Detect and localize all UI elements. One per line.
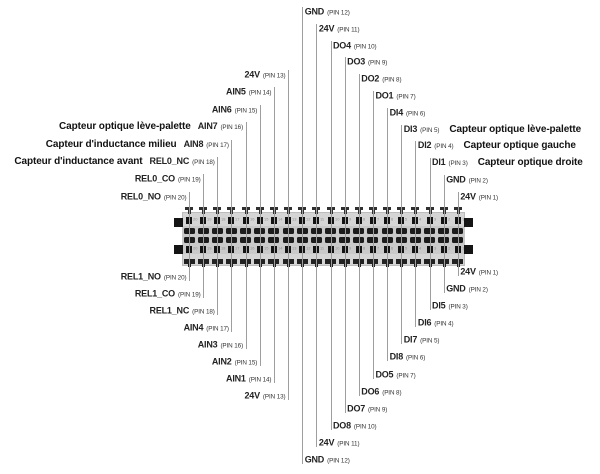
pin-number: 18	[221, 218, 226, 222]
pin-reference: (PIN 18)	[192, 308, 215, 316]
pin-number: 9	[348, 247, 351, 251]
signal-name: DI6	[417, 317, 432, 328]
signal-name: DO5	[375, 368, 394, 379]
signal-name: 24V	[318, 23, 335, 34]
pin-number: 5	[405, 247, 408, 251]
pin-number: 12	[306, 218, 311, 222]
bottom-label-pin-8	[361, 387, 401, 396]
leader-line-pin-14	[274, 87, 275, 383]
leader-line-pin-5	[401, 125, 402, 345]
pin-reference: (PIN 3)	[448, 303, 468, 311]
top-label-pin-18	[14, 157, 214, 167]
bottom-label-pin-17	[184, 323, 229, 332]
pin-number: 9	[348, 218, 351, 222]
pin-reference: (PIN 15)	[234, 359, 258, 367]
bottom-label-pin-12	[305, 455, 350, 464]
leader-line-pin-13	[288, 70, 289, 400]
leader-line-pin-4	[415, 141, 416, 327]
pin-reference: (PIN 1)	[478, 269, 499, 277]
signal-name: 24V	[318, 437, 335, 448]
leader-line-pin-10	[331, 41, 332, 430]
top-label-pin-4	[418, 141, 576, 151]
leader-line-pin-12	[302, 7, 303, 464]
pin-reference: (PIN 8)	[382, 388, 402, 396]
signal-name: 24V	[244, 390, 260, 401]
top-label-pin-19	[135, 175, 201, 184]
bottom-label-pin-11	[319, 438, 360, 447]
signal-name: REL1_CO	[134, 288, 175, 299]
pin-reference: (PIN 8)	[382, 76, 402, 84]
leader-line-pin-18	[217, 157, 218, 315]
leader-line-pin-20	[189, 192, 190, 281]
signal-name: AIN2	[211, 356, 232, 367]
pin-number: 14	[277, 247, 283, 251]
signal-name: AIN1	[226, 373, 246, 384]
pin-number: 8	[362, 218, 366, 222]
pin-number: 13	[292, 247, 297, 251]
signal-name: DI4	[389, 107, 403, 118]
pin-number: 5	[405, 218, 408, 222]
bottom-label-pin-7	[375, 370, 415, 379]
top-label-pin-5	[404, 125, 581, 135]
bottom-label-pin-2	[446, 284, 488, 293]
bottom-label-pin-1	[460, 267, 498, 276]
signal-name: AIN7	[197, 121, 218, 132]
leader-line-pin-7	[373, 91, 374, 379]
pin-reference: (PIN 19)	[177, 291, 201, 299]
signal-name: REL1_NO	[120, 271, 161, 282]
pin-reference: (PIN 12)	[327, 457, 350, 465]
connector-mount-tab	[461, 218, 473, 227]
top-label-pin-11	[319, 24, 360, 33]
pin-number: 4	[419, 218, 422, 222]
pin-reference: (PIN 2)	[468, 286, 488, 294]
pin-number: 17	[235, 247, 240, 251]
pin-number: 18	[221, 247, 226, 251]
pin-number: 19	[207, 218, 212, 222]
top-label-pin-20	[121, 192, 187, 201]
signal-name: DO1	[375, 90, 394, 101]
signal-name: DO4	[333, 39, 351, 50]
bottom-label-pin-19	[135, 289, 201, 298]
pin-number: 2	[447, 247, 450, 251]
pin-number: 20	[193, 218, 198, 222]
top-label-pin-9	[347, 58, 387, 67]
pin-reference: (PIN 20)	[163, 274, 187, 282]
pin-reference: (PIN 19)	[177, 176, 201, 184]
pin-reference: (PIN 4)	[434, 320, 454, 328]
bottom-label-pin-3	[432, 301, 468, 310]
sensor-annotation: Capteur optique droite	[477, 157, 583, 169]
top-label-pin-12	[305, 7, 350, 16]
signal-name: GND	[304, 6, 325, 17]
leader-line-pin-15	[260, 105, 261, 366]
pin-number: 13	[292, 218, 297, 222]
signal-name: DI8	[389, 351, 403, 362]
pin-number: 20	[193, 247, 198, 251]
signal-name: 24V	[244, 69, 260, 80]
connector-mount-tab	[174, 218, 183, 227]
terminal-block-connector	[174, 206, 473, 268]
pin-number: 3	[433, 218, 436, 222]
pin-reference: (PIN 5)	[420, 126, 440, 134]
pin-reference: (PIN 14)	[248, 376, 272, 384]
top-label-pin-17	[46, 140, 229, 150]
leader-line-pin-17	[231, 140, 232, 332]
pin-number: 1	[461, 218, 465, 222]
signal-name: DO6	[361, 385, 380, 396]
signal-name: GND	[304, 454, 325, 465]
signal-name: DO3	[347, 56, 366, 67]
bottom-label-pin-20	[121, 272, 187, 281]
bottom-label-pin-4	[418, 319, 454, 328]
pin-reference: (PIN 11)	[337, 26, 360, 34]
pin-number: 17	[235, 218, 240, 222]
pin-number: 4	[419, 247, 422, 251]
top-label-pin-3	[432, 158, 583, 168]
sensor-annotation: Capteur optique gauche	[463, 140, 576, 152]
pin-number: 8	[362, 247, 366, 251]
signal-name: DO2	[361, 73, 380, 84]
sensor-annotation: Capteur optique lève-palette	[59, 121, 191, 133]
bottom-label-pin-14	[226, 374, 271, 383]
pin-reference: (PIN 11)	[337, 440, 360, 448]
pin-reference: (PIN 16)	[220, 124, 244, 132]
top-label-pin-16	[59, 122, 243, 132]
leader-line-pin-3	[430, 158, 431, 310]
pin-reference: (PIN 15)	[234, 107, 258, 115]
pin-number: 14	[277, 218, 283, 222]
signal-name: AIN3	[197, 339, 218, 350]
bottom-label-pin-9	[347, 404, 387, 413]
sensor-annotation: Capteur d'inductance avant	[14, 156, 143, 167]
pin-reference: (PIN 14)	[248, 89, 272, 97]
pin-number: 2	[447, 218, 450, 222]
bottom-label-pin-16	[198, 340, 243, 349]
pin-reference: (PIN 17)	[206, 325, 229, 333]
signal-name: AIN5	[226, 86, 246, 97]
signal-name: DI5	[432, 300, 446, 311]
pin-reference: (PIN 1)	[478, 194, 499, 202]
leader-line-pin-2	[444, 175, 445, 293]
pin-number: 10	[334, 247, 339, 251]
signal-name: AIN8	[183, 138, 204, 149]
pin-reference: (PIN 7)	[396, 371, 416, 379]
pin-reference: (PIN 9)	[368, 59, 388, 67]
top-label-pin-7	[375, 91, 415, 100]
signal-name: REL0_NO	[120, 191, 161, 202]
pin-reference: (PIN 18)	[192, 159, 215, 166]
bottom-label-pin-10	[333, 421, 377, 430]
pin-number: 7	[376, 218, 380, 222]
leader-line-pin-8	[359, 74, 360, 395]
signal-name: GND	[446, 174, 466, 185]
pin-reference: (PIN 2)	[468, 177, 488, 185]
pin-number: 6	[391, 247, 394, 251]
leader-line-pin-9	[345, 57, 346, 412]
signal-name: DO8	[333, 420, 351, 431]
pin-number: 7	[376, 247, 380, 251]
bottom-label-pin-6	[390, 353, 426, 362]
pin-reference: (PIN 10)	[353, 42, 377, 50]
top-label-pin-13	[244, 70, 285, 79]
pin-number: 12	[306, 247, 311, 251]
bottom-label-pin-13	[244, 391, 285, 400]
signal-name: DI1	[432, 157, 446, 168]
pin-reference: (PIN 13)	[262, 393, 286, 401]
pin-reference: (PIN 12)	[327, 9, 350, 17]
pin-number: 11	[320, 218, 325, 222]
signal-name: GND	[446, 283, 466, 294]
pin-reference: (PIN 10)	[353, 423, 377, 431]
pin-reference: (PIN 17)	[206, 141, 229, 149]
pin-number: 15	[263, 247, 269, 251]
pin-number: 19	[207, 247, 212, 251]
signal-name: DI7	[403, 334, 418, 345]
leader-line-pin-6	[387, 108, 388, 362]
signal-name: 24V	[460, 266, 476, 277]
signal-name: DO7	[347, 403, 366, 414]
pin-number: 11	[320, 247, 325, 251]
bottom-label-pin-5	[404, 336, 440, 345]
pin-reference: (PIN 6)	[406, 110, 426, 118]
leader-line-pin-19	[203, 174, 204, 298]
top-label-pin-10	[333, 41, 377, 50]
pin-number: 1	[461, 247, 465, 251]
pin-number: 16	[249, 218, 255, 222]
pin-reference: (PIN 9)	[368, 406, 388, 414]
bottom-label-pin-18	[150, 306, 215, 315]
leader-line-pin-16	[246, 122, 247, 349]
sensor-annotation: Capteur d'inductance milieu	[45, 138, 177, 150]
top-label-pin-8	[361, 75, 401, 84]
connector-mount-tab	[461, 245, 473, 254]
signal-name: REL0_NC	[149, 156, 190, 166]
pin-reference: (PIN 20)	[163, 194, 187, 202]
pin-number: 10	[334, 218, 339, 222]
pin-reference: (PIN 3)	[448, 160, 468, 168]
signal-name: REL1_NC	[149, 305, 190, 316]
pin-reference: (PIN 7)	[396, 93, 416, 101]
top-label-pin-15	[212, 105, 257, 114]
pin-number: 16	[249, 247, 255, 251]
signal-name: DI3	[403, 123, 418, 134]
leader-line-pin-1	[458, 192, 459, 276]
top-label-pin-1	[460, 192, 498, 201]
pin-number: 6	[391, 218, 394, 222]
top-label-pin-14	[226, 88, 271, 97]
signal-name: 24V	[460, 191, 476, 202]
pin-number: 15	[263, 218, 269, 222]
connector-mount-tab	[174, 245, 183, 254]
pin-number: 3	[433, 247, 436, 251]
bottom-label-pin-15	[212, 357, 257, 366]
sensor-annotation: Capteur optique lève-palette	[449, 123, 582, 135]
signal-name: AIN6	[211, 104, 232, 115]
top-label-pin-2	[446, 175, 488, 184]
pin-reference: (PIN 13)	[262, 72, 286, 80]
pin-reference: (PIN 6)	[406, 354, 426, 362]
pin-reference: (PIN 16)	[220, 342, 244, 350]
signal-name: AIN4	[183, 322, 204, 333]
signal-name: REL0_CO	[134, 173, 175, 184]
signal-name: DI2	[417, 140, 432, 151]
top-label-pin-6	[390, 108, 426, 117]
leader-line-pin-11	[316, 24, 317, 447]
pin-reference: (PIN 5)	[420, 337, 440, 345]
pin-reference: (PIN 4)	[434, 143, 454, 151]
